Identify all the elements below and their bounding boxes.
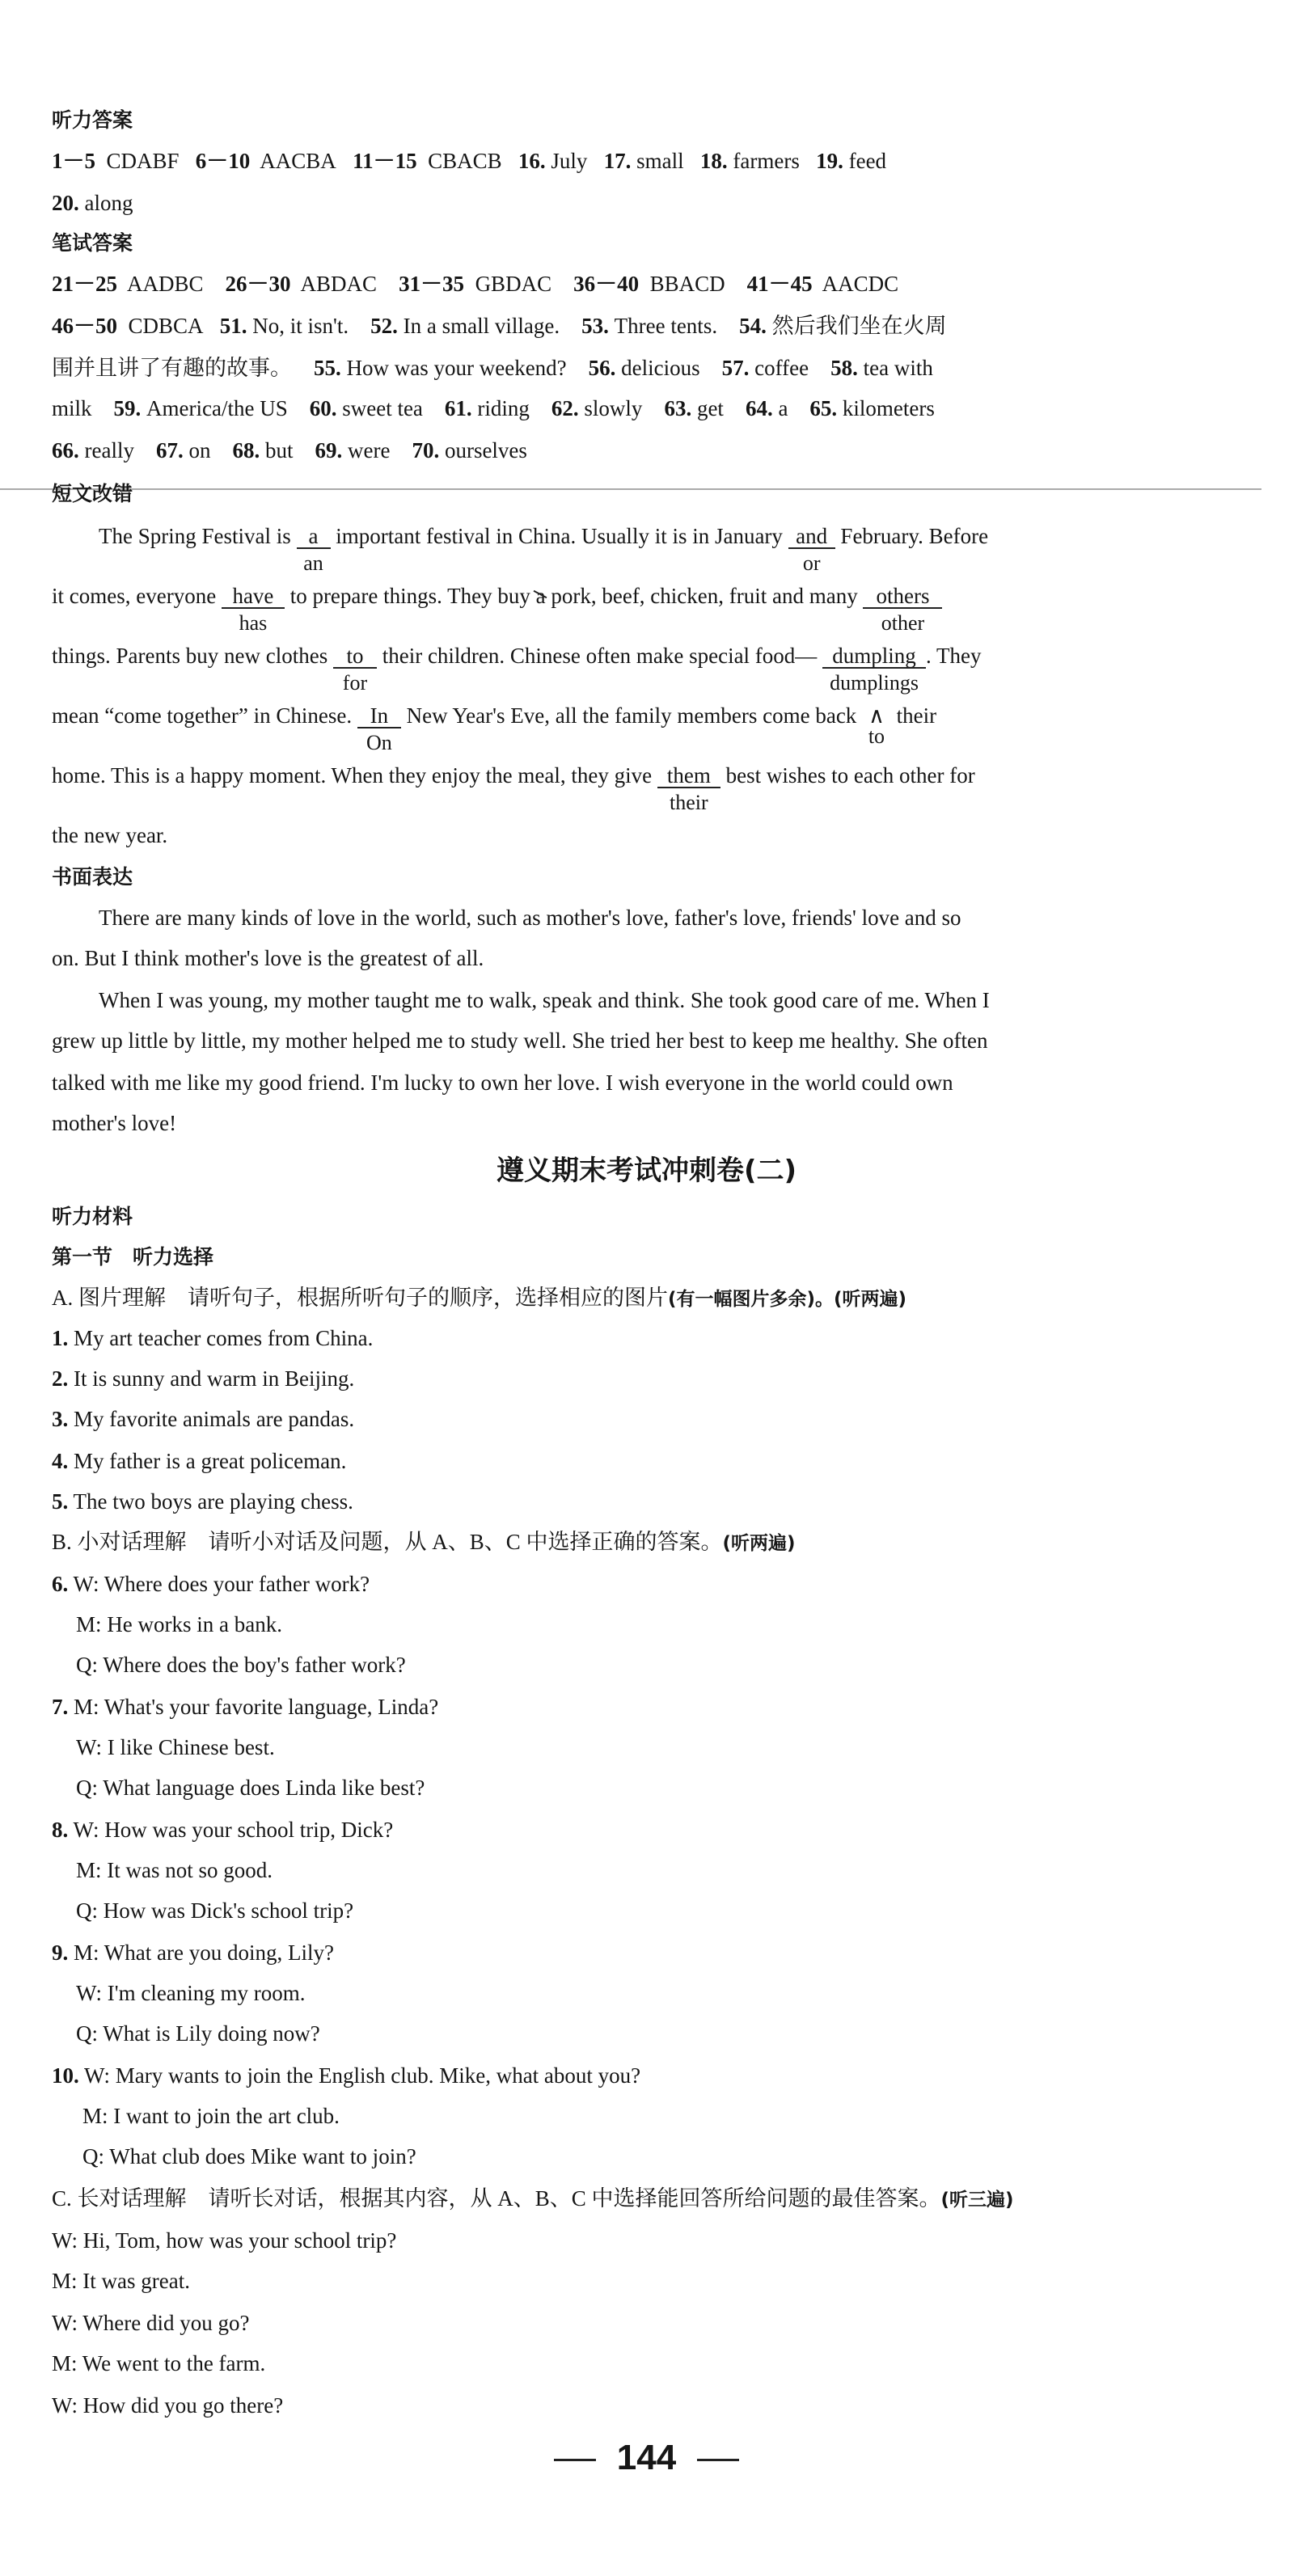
dialogue-line: Q: What language does Linda like best?	[76, 1776, 425, 1800]
error-mark: a an	[297, 525, 331, 549]
deleted-word: a	[535, 584, 546, 608]
error-mark: to for	[333, 644, 377, 669]
written-answers-line-5: 66. really 67. on 68. but 69. were 70. ourselves	[52, 438, 527, 462]
dialogue-line: Q: What is Lily doing now?	[76, 2021, 320, 2046]
exam-title: 遵义期末考试冲刺卷(二)	[496, 1155, 797, 1187]
dialogue-line: M: I want to join the art club.	[82, 2104, 340, 2128]
dialogue-line: 9. M: What are you doing, Lily?	[52, 1940, 334, 1965]
list-item: 4. My father is a great policeman.	[52, 1449, 347, 1473]
insertion-mark: ∧ to	[868, 703, 885, 748]
dialogue-line: M: We went to the farm.	[52, 2351, 266, 2375]
dialogue-line: 6. W: Where does your father work?	[52, 1572, 370, 1596]
writing-line: talked with me like my good friend. I'm lucky to own her love. I wish everyone in the world could own	[52, 1071, 953, 1095]
dialogue-line: Q: How was Dick's school trip?	[76, 1898, 354, 1923]
list-item: 2. It is sunny and warm in Beijing.	[52, 1366, 355, 1391]
dialogue-line: W: How did you go there?	[52, 2393, 284, 2418]
listening-answers-line-1: 1－5 CDABF 6－10 AACBA 11－15 CBACB 16. July 17. small 18. farmers 19. feed	[52, 149, 887, 173]
error-mark: others other	[863, 585, 942, 609]
part-c-instruction: C. 长对话理解 请听长对话，根据其内容，从 A、B、C 中选择能回答所给问题的最佳答案。(听三遍)	[52, 2186, 1014, 2211]
dialogue-line: M: It was great.	[52, 2269, 190, 2293]
list-item: 5. The two boys are playing chess.	[52, 1489, 353, 1514]
written-answers-line-4: milk 59. America/the US 60. sweet tea 61. riding 62. slowly 63. get 64. a 65. kilometers	[52, 396, 935, 420]
dialogue-line: Q: Where does the boy's father work?	[76, 1653, 406, 1677]
writing-line: mother's love!	[52, 1111, 177, 1135]
writing-line: When I was young, my mother taught me to walk, speak and think. She took good care of me. When I	[99, 988, 990, 1012]
listening-answers-heading: 听力答案	[52, 108, 133, 132]
list-item: 3. My favorite animals are pandas.	[52, 1407, 355, 1431]
error-mark: dumpling dumplings	[822, 644, 926, 669]
error-mark: In On	[357, 704, 401, 728]
correction-line-2: it comes, everyone have has to prepare things. They buy a pork, beef, chicken, fruit and many others other	[52, 582, 1111, 610]
part-b-instruction: B. 小对话理解 请听小对话及问题，从 A、B、C 中选择正确的答案。(听两遍)	[52, 1530, 796, 1554]
listening-answers-line-2: 20. along	[52, 191, 133, 215]
dialogue-line: W: I'm cleaning my room.	[76, 1981, 306, 2005]
dialogue-line: W: I like Chinese best.	[76, 1735, 275, 1759]
dialogue-line: W: Where did you go?	[52, 2311, 250, 2335]
part-a-instruction: A. 图片理解 请听句子，根据所听句子的顺序，选择相应的图片(有一幅图片多余)。(听两遍)	[52, 1286, 907, 1310]
error-mark: them their	[657, 764, 720, 788]
writing-line: on. But I think mother's love is the greatest of all.	[52, 946, 484, 970]
dialogue-line: 10. W: Mary wants to join the English club. Mike, what about you?	[52, 2063, 641, 2088]
dialogue-line: W: Hi, Tom, how was your school trip?	[52, 2228, 397, 2253]
section-1-heading: 第一节 听力选择	[52, 1245, 214, 1269]
dialogue-line: M: It was not so good.	[76, 1858, 273, 1882]
correction-line-3: things. Parents buy new clothes to for their children. Chinese often make special food— dumpling dumplings . They	[52, 644, 982, 695]
dialogue-line: Q: What club does Mike want to join?	[82, 2144, 416, 2168]
written-answers-line-3: 围并且讲了有趣的故事。 55. How was your weekend? 56. delicious 57. coffee 58. tea with	[52, 356, 933, 380]
written-answers-heading: 笔试答案	[52, 231, 133, 255]
dialogue-line: M: He works in a bank.	[76, 1612, 282, 1636]
dialogue-line: 7. M: What's your favorite language, Linda?	[52, 1695, 439, 1719]
writing-line: grew up little by little, my mother helped me to study well. She tried her best to keep me healthy. She often	[52, 1028, 988, 1053]
correction-line-4: mean “come together” in Chinese. In On New Year's Eve, all the family members come back ∧ to their	[52, 703, 937, 754]
error-mark: have has	[222, 585, 285, 609]
correction-line-5: home. This is a happy moment. When they enjoy the meal, they give them their best wishes to each other for	[52, 763, 975, 814]
correction-line-6: the new year.	[52, 823, 168, 847]
writing-heading: 书面表达	[52, 865, 133, 889]
written-answers-line-1: 21－25 AADBC 26－30 ABDAC 31－35 GBDAC 36－40 BBACD 41－45 AACDC	[52, 272, 899, 296]
error-mark: and or	[788, 525, 835, 549]
page-number: 144	[0, 2438, 1293, 2478]
listening-material-heading: 听力材料	[52, 1205, 133, 1228]
list-item: 1. My art teacher comes from China.	[52, 1326, 374, 1350]
correction-heading: 短文改错	[52, 482, 133, 505]
dialogue-line: 8. W: How was your school trip, Dick?	[52, 1818, 394, 1842]
correction-line-1: The Spring Festival is a an important festival in China. Usually it is in January and or February. Before	[99, 524, 989, 575]
writing-line: There are many kinds of love in the world, such as mother's love, father's love, friends' love and so	[99, 906, 961, 930]
written-answers-line-2: 46－50 CDBCA 51. No, it isn't. 52. In a small village. 53. Three tents. 54. 然后我们坐在火周	[52, 314, 947, 338]
